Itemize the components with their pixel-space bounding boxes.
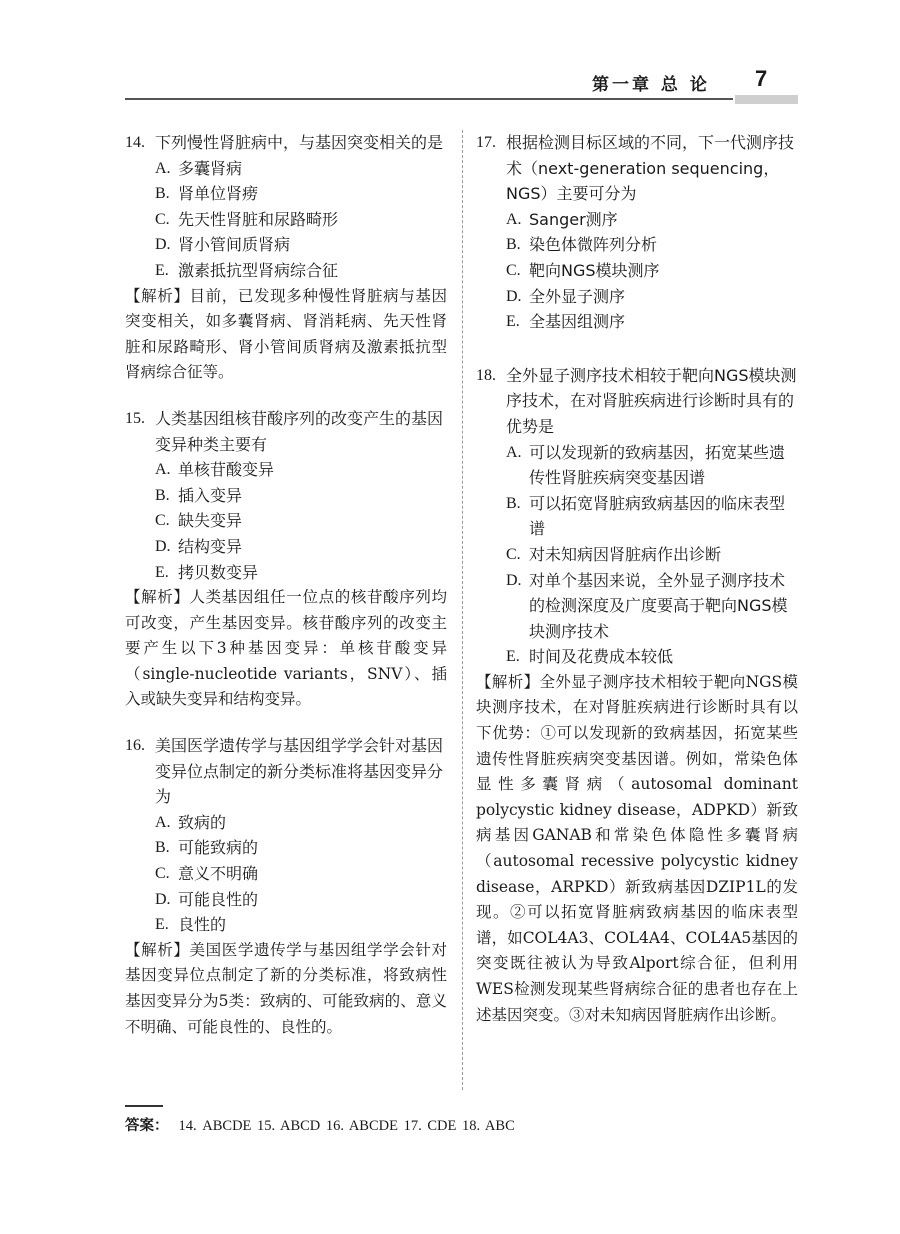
option-letter: E. — [155, 261, 169, 279]
option-c — [476, 542, 798, 568]
option-letter: C. — [506, 545, 521, 563]
explanation-tag: 【解析】 — [125, 588, 190, 607]
option-d — [125, 232, 447, 258]
option-a — [476, 207, 798, 233]
header-rule — [125, 98, 733, 100]
right-column — [476, 130, 798, 1048]
option-letter: B. — [506, 236, 521, 254]
question-stem — [125, 406, 447, 457]
option-text: 缺失变异 — [178, 511, 243, 531]
header-tab-bar — [735, 95, 798, 104]
option-letter: C. — [155, 210, 170, 228]
option-a — [125, 156, 447, 182]
option-text: 意义不明确 — [178, 864, 259, 884]
option-a — [125, 457, 447, 483]
explanation — [125, 585, 447, 713]
question-17 — [476, 130, 798, 335]
explanation-tag: 【解析】 — [125, 286, 190, 305]
option-b — [125, 483, 447, 509]
left-column — [125, 130, 447, 1060]
explanation-tag: 【解析】 — [125, 940, 190, 959]
option-text: 全外显子测序 — [529, 286, 626, 306]
option-letter: B. — [155, 185, 170, 203]
question-stem — [476, 130, 798, 207]
page-number: 7 — [755, 66, 768, 91]
explanation — [125, 938, 447, 1040]
option-letter: A. — [506, 443, 522, 461]
option-e — [476, 309, 798, 335]
chapter-title: 第一章 总 论 — [592, 75, 710, 95]
option-text: 肾小管间质肾病 — [178, 235, 291, 255]
option-b — [476, 491, 798, 542]
option-letter: D. — [155, 537, 171, 555]
option-c — [125, 861, 447, 887]
option-text: Sanger测序 — [529, 209, 618, 229]
answer-items: 14. ABCDE 15. ABCD 16. ABCDE 17. CDE 18. ABC — [178, 1118, 515, 1134]
option-letter: D. — [155, 236, 171, 254]
option-letter: C. — [506, 261, 521, 279]
option-text: 可能良性的 — [178, 889, 259, 909]
answer-label: 答案： — [125, 1118, 169, 1134]
option-text: 多囊肾病 — [178, 158, 243, 178]
question-text: 人类基因组核苷酸序列的改变产生的基因变异种类主要有 — [155, 408, 444, 454]
option-text: 结构变异 — [178, 536, 243, 556]
column-divider — [462, 130, 463, 1090]
option-letter: E. — [506, 313, 520, 331]
question-stem — [476, 363, 798, 440]
option-letter: A. — [155, 159, 171, 177]
option-b — [476, 232, 798, 258]
option-letter: A. — [155, 461, 171, 479]
option-b — [125, 181, 447, 207]
option-d — [125, 887, 447, 913]
option-text: 肾单位肾痨 — [178, 184, 259, 204]
question-stem — [125, 130, 447, 156]
option-d — [476, 568, 798, 645]
explanation — [476, 670, 798, 1028]
question-text: 美国医学遗传学与基因组学学会针对基因变异位点制定的新分类标准将基因变异分为 — [155, 736, 444, 807]
question-number: 15. — [125, 409, 145, 427]
option-letter: C. — [155, 865, 170, 883]
option-e — [125, 258, 447, 284]
option-e — [125, 560, 447, 586]
explanation-text: 美国医学遗传学与基因组学学会针对基因变异位点制定了新的分类标准，将致病性基因变异分为5类：致病的、可能致病的、意义不明确、可能良性的、良性的。 — [125, 940, 447, 1036]
option-d — [125, 534, 447, 560]
option-a — [476, 440, 798, 491]
option-letter: A. — [155, 813, 171, 831]
question-14 — [125, 130, 447, 386]
option-letter: A. — [506, 210, 522, 228]
option-a — [125, 810, 447, 836]
option-letter: E. — [155, 916, 169, 934]
explanation — [125, 284, 447, 386]
question-number: 14. — [125, 134, 145, 151]
option-text: 染色体微阵列分析 — [529, 235, 658, 255]
question-text: 根据检测目标区域的不同，下一代测序技术（next-generation sequencing，NGS）主要可分为 — [506, 133, 795, 204]
option-d — [476, 284, 798, 310]
option-e — [476, 644, 798, 670]
option-text: 先天性肾脏和尿路畸形 — [178, 209, 339, 229]
option-letter: C. — [155, 512, 170, 530]
option-letter: B. — [155, 486, 170, 504]
question-16 — [125, 733, 447, 1040]
option-letter: B. — [506, 494, 521, 512]
question-15 — [125, 406, 447, 713]
question-18 — [476, 363, 798, 1028]
option-text: 靶向NGS模块测序 — [529, 260, 660, 280]
option-text: 对未知病因肾脏病作出诊断 — [529, 544, 722, 564]
explanation-text: 人类基因组任一位点的核苷酸序列均可改变，产生基因变异。核苷酸序列的改变主要产生以下3种基因变异：单核苷酸变异（single-nucleotide variants，SNV）、插入或缺失变异和结构变异。 — [125, 588, 447, 709]
option-text: 可以拓宽肾脏病致病基因的临床表型谱 — [529, 493, 786, 539]
option-text: 插入变异 — [178, 485, 243, 505]
option-letter: D. — [506, 571, 522, 589]
question-text: 全外显子测序技术相较于靶向NGS模块测序技术，在对肾脏疾病进行诊断时具有的优势是 — [506, 365, 797, 436]
explanation-text: 目前，已发现多种慢性肾脏病与基因突变相关，如多囊肾病、肾消耗病、先天性肾脏和尿路畸形、肾小管间质肾病及激素抵抗型肾病综合征等。 — [125, 286, 447, 382]
question-number: 16. — [125, 737, 145, 755]
option-letter: B. — [155, 839, 170, 857]
option-c — [125, 207, 447, 233]
answer-key — [125, 1114, 515, 1135]
question-number: 17. — [476, 134, 496, 151]
explanation-tag: 【解析】 — [476, 672, 540, 691]
option-text: 可以发现新的致病基因，拓宽某些遗传性肾脏疾病突变基因谱 — [529, 442, 786, 488]
option-text: 拷贝数变异 — [178, 562, 259, 582]
option-text: 全基因组测序 — [529, 312, 626, 332]
option-c — [125, 508, 447, 534]
option-text: 激素抵抗型肾病综合征 — [178, 260, 339, 280]
question-text: 下列慢性肾脏病中，与基因突变相关的是 — [155, 133, 444, 152]
option-b — [125, 835, 447, 861]
option-text: 时间及花费成本较低 — [529, 647, 674, 667]
option-letter: D. — [155, 890, 171, 908]
option-letter: D. — [506, 287, 522, 305]
option-c — [476, 258, 798, 284]
question-stem — [125, 733, 447, 810]
option-text: 可能致病的 — [178, 838, 259, 858]
option-e — [125, 912, 447, 938]
option-text: 单核苷酸变异 — [178, 460, 275, 480]
option-letter: E. — [155, 563, 169, 581]
option-letter: E. — [506, 648, 520, 666]
explanation-text: 全外显子测序技术相较于靶向NGS模块测序技术，在对肾脏疾病进行诊断时具有以下优势：①可以发现新的致病基因，拓宽某些遗传性肾脏疾病突变基因谱。例如，常染色体显性多囊肾病（autosomal dominant polycystic kidney disease，ADPKD）新致病基因GANAB和常染色体隐性多囊肾病（autosomal recessive polycystic kidney disease，ARPKD）新致病基因DZIP1L的发现。②可以拓宽肾脏病致病基因的临床表型谱，如COL4A3、COL4A4、COL4A5基因的突变既往被认为导致Alport综合征，但利用WES检测发现某些肾病综合征的患者也存在上述基因突变。③对未知病因肾脏病作出诊断。 — [476, 672, 798, 1024]
option-text: 对单个基因来说，全外显子测序技术的检测深度及广度要高于靶向NGS模块测序技术 — [529, 570, 788, 641]
footnote-rule — [125, 1105, 163, 1107]
page-header — [0, 0, 900, 110]
option-text: 良性的 — [178, 915, 227, 935]
option-text: 致病的 — [178, 812, 227, 832]
question-number: 18. — [476, 366, 496, 384]
